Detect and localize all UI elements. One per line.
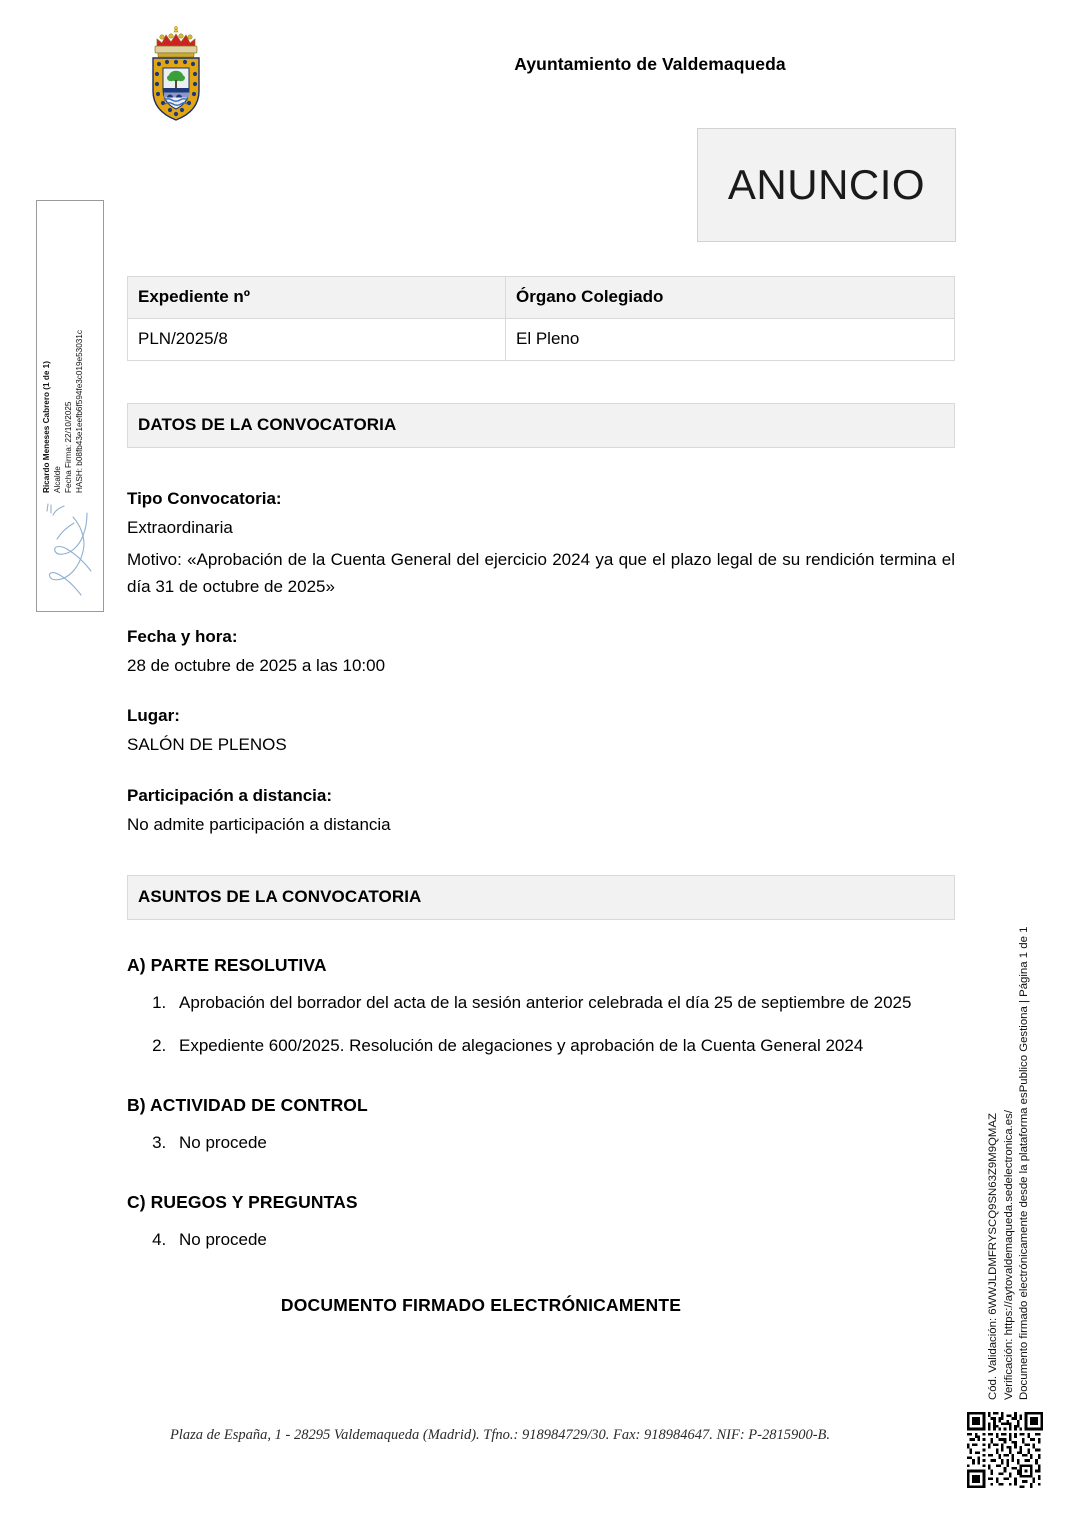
- agenda-list-c: [127, 1227, 955, 1254]
- signer-name: Ricardo Meneses Cabrero (1 de 1): [42, 361, 51, 493]
- section-banner-datos: DATOS DE LA CONVOCATORIA: [127, 403, 955, 448]
- table-header-row: [128, 277, 955, 319]
- list-item: 2. Expediente 600/2025. Resolución de alegaciones y aprobación de la Cuenta General 2024: [171, 1033, 955, 1060]
- agenda-group-heading-c: C) RUEGOS Y PREGUNTAS: [127, 1191, 358, 1212]
- anuncio-title: ANUNCIO: [727, 161, 926, 208]
- column-header-expediente: Expediente nº: [128, 277, 506, 319]
- anuncio-title-box: [697, 128, 956, 242]
- header-title: Ayuntamiento de Valdemaqueda: [514, 54, 786, 74]
- value-fecha-hora: 28 de octubre de 2025 a las 10:00: [127, 656, 386, 676]
- footer-address: Plaza de España, 1 - 28295 Valdemaqueda (Madrid). Tfno.: 918984729/30. Fax: 918984647. NIF: P-2815900-B.: [169, 1427, 831, 1443]
- value-motivo: Motivo: «Aprobación de la Cuenta General del ejercicio 2024 ya que el plazo legal de su rendición termina el día 31 de octubre de 2025»: [127, 550, 955, 596]
- value-tipo-convocatoria: Extraordinaria: [127, 518, 233, 537]
- value-lugar: SALÓN DE PLENOS: [127, 735, 287, 755]
- document-body: [127, 276, 955, 1316]
- signature-stamp-box: [36, 200, 104, 612]
- agenda-group-heading-b: B) ACTIVIDAD DE CONTROL: [127, 1094, 368, 1115]
- signer-role: Alcalde: [52, 466, 62, 493]
- expediente-table: [127, 276, 955, 361]
- agenda-list-b: [127, 1130, 955, 1157]
- label-participacion-distancia: Participación a distancia:: [127, 785, 333, 805]
- column-header-organo: Órgano Colegiado: [506, 277, 955, 319]
- platform-and-page: Documento firmado electrónicamente desde la plataforma esPublico Gestiona | Página 1 de 1: [1018, 926, 1030, 1400]
- signed-electronically-notice: DOCUMENTO FIRMADO ELECTRÓNICAMENTE: [280, 1294, 682, 1315]
- handwritten-signature-icon: [39, 501, 101, 601]
- label-fecha-hora: Fecha y hora:: [127, 627, 238, 647]
- cell-organo-value: El Pleno: [506, 319, 955, 361]
- validation-code: Cód. Validación: 6WWJLDMFRYSCQ9SN63Z9M9QMAZ: [987, 1113, 999, 1400]
- agenda-list-a: [127, 990, 955, 1060]
- label-lugar: Lugar:: [127, 706, 180, 726]
- validation-metadata-sidebar: [986, 926, 1042, 1400]
- qr-code-icon: [967, 1412, 1043, 1488]
- validation-metadata-rotated: [986, 926, 1042, 1400]
- coat-of-arms-icon: [145, 25, 207, 123]
- list-item: 3. No procede: [171, 1130, 955, 1157]
- label-tipo-convocatoria: Tipo Convocatoria:: [127, 489, 282, 508]
- signature-stamp-text: [42, 330, 86, 493]
- list-item: 1. Aprobación del borrador del acta de la sesión anterior celebrada el día 25 de septiembre de 2025: [171, 990, 955, 1017]
- cell-expediente-number: PLN/2025/8: [128, 319, 506, 361]
- list-item: 4. No procede: [171, 1227, 955, 1254]
- document-header: [0, 22, 1080, 122]
- agenda-group-heading-a: A) PARTE RESOLUTIVA: [127, 955, 327, 976]
- verification-url: Verificación: https://aytovaldemaqueda.sedelectronica.es/: [1002, 1110, 1015, 1400]
- signature-stamp-rotated: [37, 201, 103, 611]
- signer-hash: HASH: b08fb43e1eefb6f594fe3c019e53031c: [74, 330, 84, 493]
- table-row: [128, 319, 955, 361]
- signer-date: Fecha Firma: 22/10/2025: [63, 401, 73, 493]
- section-banner-asuntos: ASUNTOS DE LA CONVOCATORIA: [127, 875, 955, 920]
- value-participacion-distancia: No admite participación a distancia: [127, 814, 391, 834]
